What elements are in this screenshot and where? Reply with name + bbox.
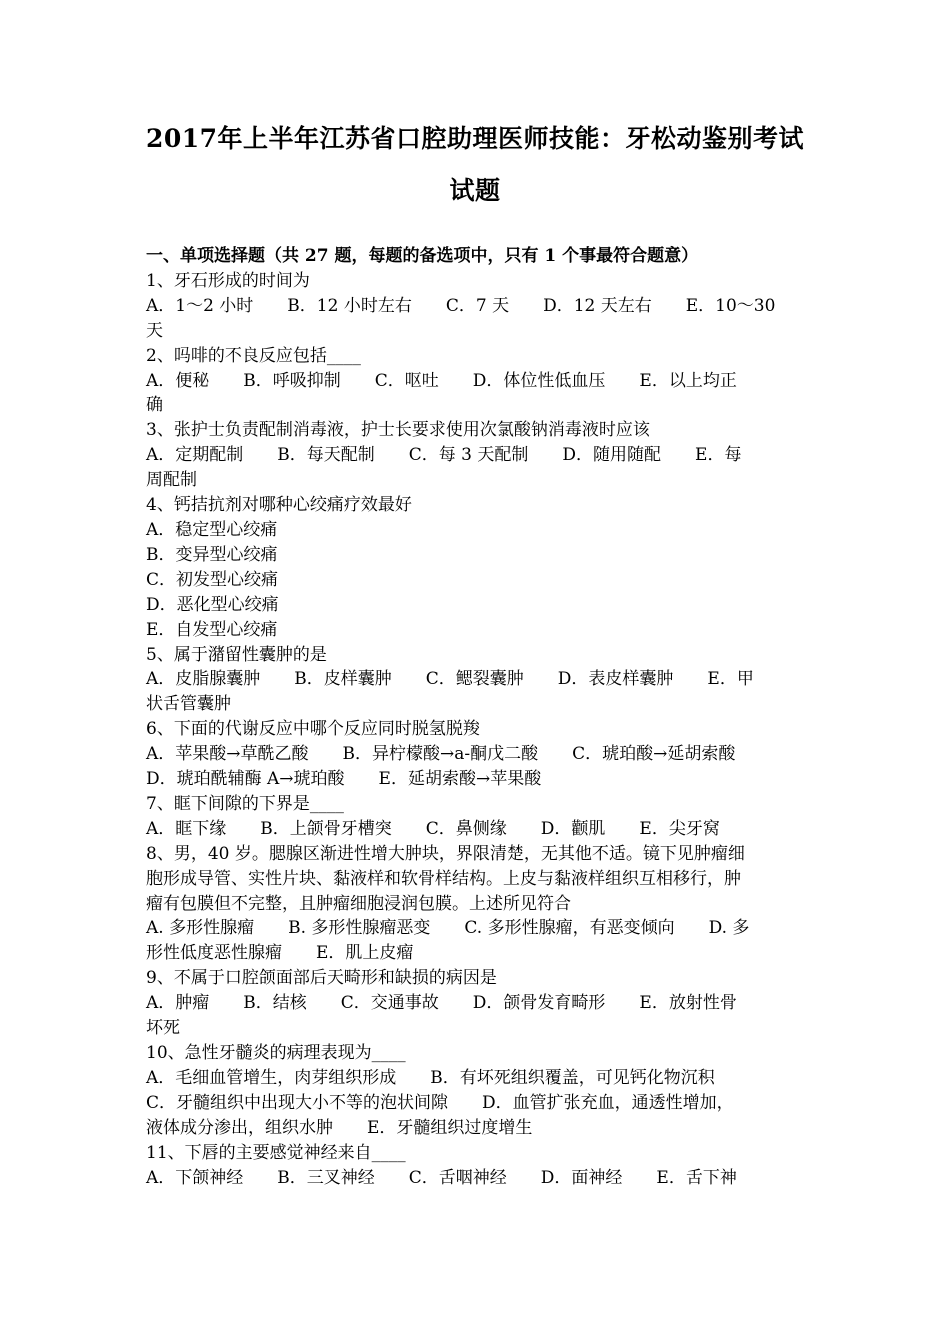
question-text: 1、牙石形成的时间为 (146, 270, 310, 291)
question-text: 3、张护士负责配制消毒液，护士长要求使用次氯酸钠消毒液时应该 (146, 420, 650, 441)
answer-line: A. 多形性腺瘤 B. 多形性腺瘤恶变 C. 多形性腺瘤，有恶变倾向 D. 多 (146, 918, 750, 939)
page-title: 2017年上半年江苏省口腔助理医师技能：牙松动鉴别考试 (145, 124, 805, 153)
answer-line: 周配制 (146, 470, 197, 491)
question-text: 4、钙拮抗剂对哪种心绞痛疗效最好 (146, 495, 412, 516)
answer-line: 瘤有包膜但不完整，且肿瘤细胞浸润包膜。上述所见符合 (146, 893, 571, 914)
question-item (146, 493, 810, 642)
question-text: 5、属于潴留性囊肿的是 (146, 644, 327, 665)
question-text: 6、下面的代谢反应中哪个反应同时脱氢脱羧 (146, 719, 480, 740)
question-item (146, 966, 810, 1041)
question-item (146, 269, 810, 344)
answer-line: D．恶化型心绞痛 (146, 594, 279, 615)
question-text: 8、男，40 岁。腮腺区渐进性增大肿块，界限清楚，无其他不适。镜下见肿瘤细 (146, 843, 745, 864)
question-text: 9、不属于口腔颌面部后天畸形和缺损的病因是 (146, 968, 497, 989)
page-title-continued: 试题 (449, 176, 501, 205)
answer-line: A．肿瘤 B．结核 C．交通事故 D．颌骨发育畸形 E．放射性骨 (146, 993, 737, 1014)
section-heading: 一、单项选择题（共 27 题，每题的备选项中，只有 1 个事最符合题意） (146, 246, 699, 266)
answer-line: 液体成分渗出，组织水肿 E．牙髓组织过度增生 (146, 1117, 533, 1138)
answer-line: A．苹果酸→草酰乙酸 B．异柠檬酸→a-酮戊二酸 C．琥珀酸→延胡索酸 (146, 744, 736, 765)
answer-line: A．眶下缘 B．上颌骨牙槽突 C．鼻侧缘 D．颧肌 E．尖牙窝 (146, 818, 720, 839)
question-text: 7、眶下间隙的下界是____ (146, 793, 344, 814)
question-item (146, 344, 810, 419)
question-text: 11、下唇的主要感觉神经来自____ (146, 1142, 406, 1163)
answer-line: A．定期配制 B．每天配制 C．每 3 天配制 D．随用随配 E．每 (146, 445, 742, 466)
answer-line: E．自发型心绞痛 (146, 619, 278, 640)
question-item (146, 792, 810, 842)
answer-line: 天 (146, 320, 163, 341)
answer-line: A．1～2 小时 B．12 小时左右 C．7 天 D．12 天左右 E．10～30 (146, 295, 776, 316)
question-item (146, 643, 810, 718)
question-text: 10、急性牙髓炎的病理表现为____ (146, 1043, 406, 1063)
answer-line: D．琥珀酰辅酶 A→琥珀酸 E．延胡索酸→苹果酸 (146, 769, 542, 790)
answer-line: A．皮脂腺囊肿 B．皮样囊肿 C．鳃裂囊肿 D．表皮样囊肿 E．甲 (146, 669, 754, 690)
question-item (146, 717, 810, 792)
question-item (146, 418, 810, 493)
answer-line: 状舌管囊肿 (146, 694, 231, 715)
question-item (146, 1041, 810, 1141)
question-list (146, 244, 810, 1190)
answer-line: A．便秘 B．呼吸抑制 C．呕吐 D．体位性低血压 E．以上均正 (146, 370, 737, 391)
question-item (146, 842, 810, 967)
answer-line: C．初发型心绞痛 (146, 569, 279, 590)
answer-line: 形性低度恶性腺瘤 E．肌上皮瘤 (146, 943, 414, 964)
question-text: 2、吗啡的不良反应包括____ (146, 345, 361, 366)
answer-line: B．变异型心绞痛 (146, 544, 278, 565)
answer-line: 胞形成导管、实性片块、黏液样和软骨样结构。上皮与黏液样组织互相移行，肿 (146, 868, 741, 889)
answer-line: C．牙髓组织中出现大小不等的泡状间隙 D．血管扩张充血，通透性增加， (146, 1092, 734, 1113)
answer-line: 确 (146, 395, 163, 416)
question-item (146, 1141, 810, 1191)
answer-line: 坏死 (146, 1018, 180, 1039)
answer-line: A．下颌神经 B．三叉神经 C．舌咽神经 D．面神经 E．舌下神 (146, 1167, 737, 1188)
answer-line: A．毛细血管增生，肉芽组织形成 B．有坏死组织覆盖，可见钙化物沉积 (146, 1067, 715, 1088)
answer-line: A．稳定型心绞痛 (146, 519, 278, 540)
